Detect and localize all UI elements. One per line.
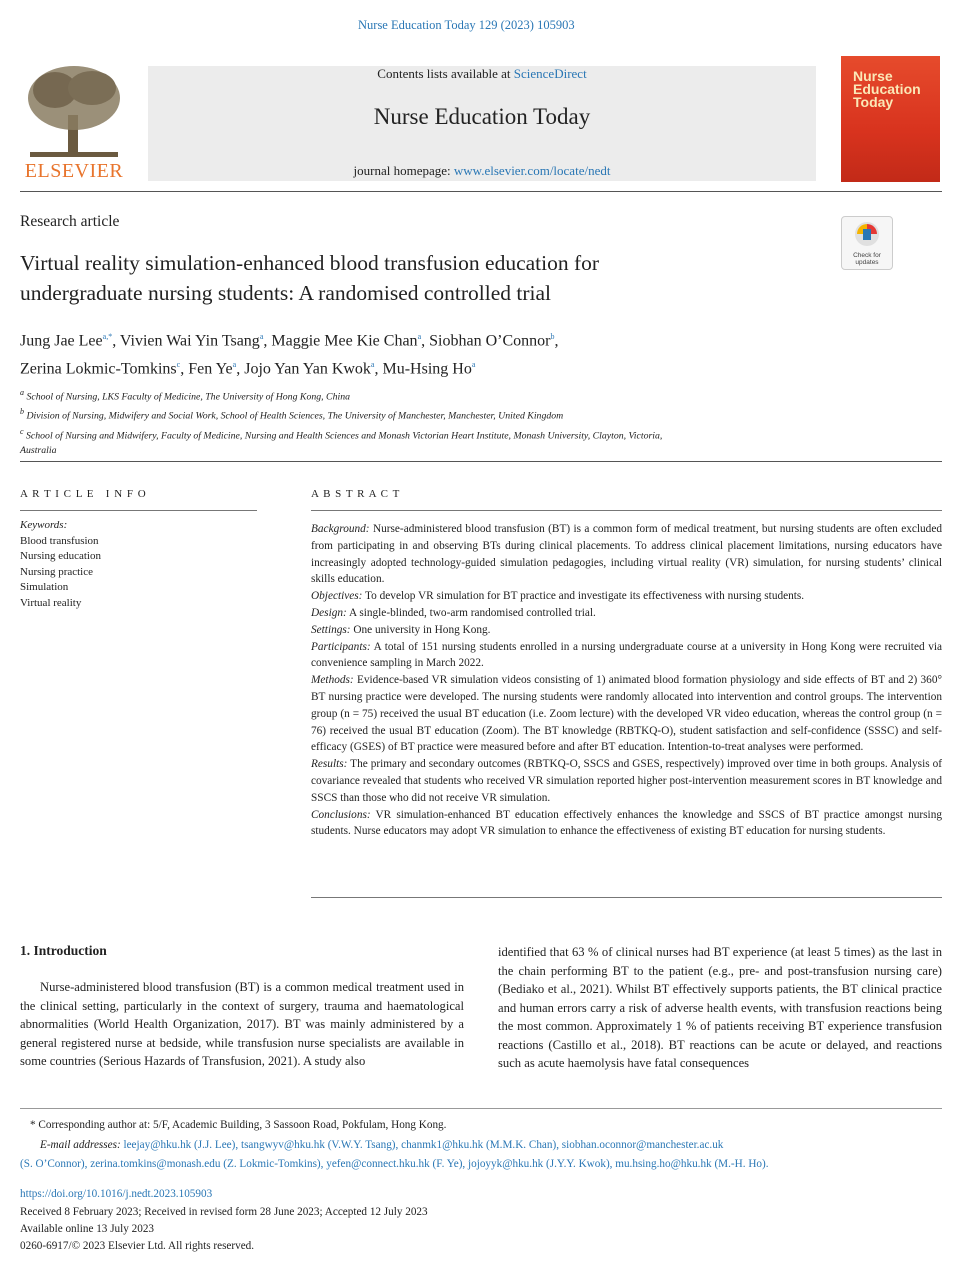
author-name: Jung Jae Lee — [20, 332, 103, 350]
publisher-name: ELSEVIER — [24, 160, 124, 182]
abstract-section-text: A total of 151 nursing students enrolled in a nursing undergraduate course at a university in Hong Kong were recruited via convenience sampling in March 2022. — [311, 640, 942, 670]
author-name: Siobhan O’Connor — [429, 332, 551, 350]
author-affiliation-mark[interactable]: a — [232, 360, 237, 370]
journal-cover[interactable] — [841, 56, 940, 182]
author-name: Maggie Mee Kie Chan — [271, 332, 418, 350]
affiliation-mark: c — [20, 426, 24, 436]
article-type: Research article — [20, 213, 120, 230]
author-affiliation-mark[interactable]: a,* — [102, 332, 113, 341]
email-line-1 — [40, 1137, 942, 1154]
abstract-paragraph — [311, 588, 942, 605]
abstract-heading: A B S T R A C T — [311, 488, 401, 500]
abstract-section-text: Nurse-administered blood transfusion (BT) is a common form of medical treatment, but nursing students are often excluded from participating in and observing BTs during clinical placements. To address clinical placement limitations, nursing educators have increasingly adopted technology-guided simulation pedagogies, including virtual reality (VR) simulation, for nursing students’ clinical skills education. — [311, 523, 942, 586]
abstract-section-text: VR simulation-enhanced BT education effectively enhances the knowledge and SSCS of BT practice amongst nursing students. Nurse educators may adopt VR simulation to enhance the effectiveness of existing BT education for nursing students. — [311, 808, 942, 838]
copyright: 0260-6917/© 2023 Elsevier Ltd. All rights reserved. — [20, 1240, 255, 1252]
keyword-item: Nursing education — [20, 550, 101, 562]
affiliations — [20, 385, 920, 458]
author-affiliation-mark[interactable]: c — [176, 360, 181, 370]
elsevier-logo — [20, 60, 128, 185]
abstract-paragraph — [311, 756, 942, 806]
abstract-body — [311, 521, 942, 840]
title-line-1: Virtual reality simulation-enhanced blood transfusion education for — [20, 251, 600, 275]
homepage-link[interactable]: www.elsevier.com/locate/nedt — [453, 163, 611, 178]
intro-left-column: Nurse-administered blood transfusion (BT) is a common medical treatment used in the clinical setting, particularly in the context of surgery, trauma and haematological abnormalities (World Health Organization, 2017). BT was mainly administered by a general registered nurse at bedside, while transfusion nurse specialists are available in some countries (Serious Hazards of Transfusion, 2021). A study also — [20, 980, 464, 1068]
abstract-section-label: Results: — [311, 758, 348, 771]
keywords-block — [20, 518, 101, 611]
abstract-paragraph — [311, 521, 942, 588]
author-affiliation-mark[interactable]: a — [417, 332, 422, 341]
author-affiliation-mark[interactable]: a — [471, 360, 476, 370]
available-online: Available online 13 July 2023 — [20, 1223, 155, 1235]
affiliation-item — [20, 424, 920, 443]
email-label: E-mail addresses: — [40, 1139, 121, 1151]
homepage-line — [148, 163, 816, 179]
abstract-paragraph — [311, 807, 942, 841]
doi-link[interactable]: https://doi.org/10.1016/j.nedt.2023.105903 — [20, 1188, 213, 1200]
abstract-paragraph — [311, 672, 942, 756]
abstract-rule-top — [311, 510, 942, 511]
keyword-item: Virtual reality — [20, 596, 82, 609]
contents-line — [148, 66, 816, 82]
email-addresses-1[interactable]: leejay@hku.hk (J.J. Lee), tsangwyv@hku.hk (V.W.Y. Tsang), chanmk1@hku.hk (M.M.K. Chan), siobhan.oconnor@manchester.ac.uk — [123, 1139, 724, 1151]
author-affiliation-mark[interactable]: a — [259, 332, 264, 341]
homepage-prefix: journal homepage: — [353, 163, 454, 178]
journal-banner — [148, 66, 816, 181]
check-updates-icon — [854, 221, 880, 247]
affiliation-text: School of Nursing and Midwifery, Faculty of Medicine, Nursing and Health Sciences and Monash Victorian Heart Institute, Monash University, Clayton, Victoria, — [26, 429, 663, 441]
abstract-paragraph — [311, 622, 942, 639]
journal-reference[interactable]: Nurse Education Today 129 (2023) 105903 — [358, 18, 575, 32]
corresponding-author: * Corresponding author at: 5/F, Academic Building, 3 Sassoon Road, Pokfulam, Hong Kong. — [30, 1119, 447, 1131]
author-name: Vivien Wai Yin Tsang — [119, 332, 260, 350]
affiliation-item — [20, 443, 920, 458]
abstract-section-label: Background: — [311, 523, 370, 535]
article-info-heading: A R T I C L E I N F O — [20, 488, 147, 500]
affiliation-divider — [20, 461, 942, 462]
introduction-heading: 1. Introduction — [20, 943, 107, 958]
check-for-updates-button[interactable] — [841, 216, 893, 270]
author-name: Mu-Hsing Ho — [382, 360, 472, 378]
check-updates-label — [842, 252, 892, 266]
abstract-section-text: A single-blinded, two-arm randomised controlled trial. — [346, 606, 596, 619]
title-line-2: undergraduate nursing students: A randomised controlled trial — [20, 281, 552, 305]
journal-name: Nurse Education Today — [373, 104, 591, 129]
abstract-section-text: The primary and secondary outcomes (RBTKQ-O, SSCS and GSES, respectively) improved over time in both groups. Analysis of covariance revealed that students who received VR simulation reported higher post-intervention measurement scores in BT knowledge and SSCS than those who did not receive VR simulation. — [311, 758, 942, 804]
check-updates-line2: updates — [855, 259, 879, 266]
abstract-section-text: To develop VR simulation for BT practice and investigate its effectiveness with nursing students. — [362, 590, 805, 603]
email-line-2[interactable]: (S. O’Connor), zerina.tomkins@monash.edu (Z. Lokmic-Tomkins), yefen@connect.hku.hk (F. Ye), jojoyyk@hku.hk (J.Y.Y. Kwok), mu.hsing.ho@hku.hk (M.-H. Ho). — [20, 1158, 769, 1170]
received-dates: Received 8 February 2023; Received in revised form 28 June 2023; Accepted 12 July 2023 — [20, 1206, 428, 1218]
authors-line-2: Zerina Lokmic-Tomkins$^c$, Fen Ye$^a$, Jojo Yan Yan Kwok$^a$, Mu-Hsing Ho$^a$ — [20, 360, 476, 378]
authors — [20, 325, 558, 382]
header-divider — [20, 191, 942, 192]
elsevier-tree-icon — [20, 60, 128, 160]
affiliation-text: School of Nursing, LKS Faculty of Medicine, The University of Hong Kong, China — [26, 391, 350, 403]
sciencedirect-link[interactable]: ScienceDirect — [513, 66, 587, 81]
footnote-rule — [20, 1108, 942, 1109]
abstract-section-label: Design: — [311, 606, 347, 619]
author-name: Jojo Yan Yan Kwok — [244, 360, 371, 378]
author-affiliation-mark[interactable]: a — [370, 360, 375, 370]
affiliation-item — [20, 385, 920, 404]
abstract-section-text: One university in Hong Kong. — [350, 623, 491, 636]
abstract-paragraph — [311, 639, 942, 673]
affiliation-mark: b — [20, 407, 24, 417]
article-title — [20, 248, 599, 308]
abstract-paragraph — [311, 605, 942, 622]
abstract-section-label: Conclusions: — [311, 808, 371, 821]
affiliation-text: Australia — [20, 444, 57, 456]
abstract-section-label: Methods: — [311, 674, 354, 687]
abstract-section-text: Evidence-based VR simulation videos consisting of 1) animated blood formation physiology and side effects of BT and 2) 360° BT nursing practice were developed. The nursing students were randomly allocated into intervention and control groups. The intervention group (n = 75) received the usual BT education (i.e. Zoom lecture) with the developed VR video education, whereas the control group (n = 76) received the usual BT education (Zoom). The BT knowledge (RBTKQ-O), student satisfaction and self-confidence (SSSC) and self-efficacy (GSES) of BT practice were measured before and after BT education. Intention-to-treat analyses were performed. — [311, 674, 942, 754]
abstract-section-label: Participants: — [311, 640, 371, 653]
contents-prefix: Contents lists available at — [377, 66, 514, 81]
intro-right-column: identified that 63 % of clinical nurses had BT experience (at least 5 times) as the last in the chain performing BT to the patient (e.g., pre- and post-transfusion nursing care) (Bediako et al., 2021). Whilst BT effectively supports patients, the BT clinical practice and human errors carry a risk of adverse health events, with transfusion reactions being the most common. Approximately 1 % of patients receiving BT experience transfusion reactions (Castillo et al., 2018). BT reactions can be acute or delayed, and reactions such as acute haemolysis have fatal consequences — [498, 945, 942, 1070]
abstract-section-label: Objectives: — [311, 590, 363, 603]
keyword-item: Blood transfusion — [20, 534, 99, 547]
check-updates-line1: Check for — [853, 252, 881, 259]
affiliation-mark: a — [20, 388, 24, 397]
abstract-section-label: Settings: — [311, 623, 351, 636]
keyword-item: Simulation — [20, 581, 69, 593]
keywords-list — [20, 534, 101, 612]
cover-title: Nurse Education Today — [853, 68, 921, 110]
author-affiliation-mark[interactable]: b — [550, 332, 555, 341]
author-name: Zerina Lokmic-Tomkins — [20, 360, 177, 378]
article-info-rule — [20, 510, 257, 511]
abstract-rule-bottom — [311, 897, 942, 898]
affiliation-text: Division of Nursing, Midwifery and Social Work, School of Health Sciences, The University of Manchester, Manchester, United Kingdom — [26, 410, 564, 422]
authors-line-1: Jung Jae Lee$^{a,*}$, Vivien Wai Yin Tsang$^a$, Maggie Mee Kie Chan$^a$, Siobhan O’Connor$^b$, — [20, 332, 559, 350]
affiliation-item — [20, 404, 920, 423]
author-name: Fen Ye — [188, 360, 233, 378]
keyword-item: Nursing practice — [20, 565, 93, 578]
keywords-label: Keywords: — [20, 519, 68, 531]
